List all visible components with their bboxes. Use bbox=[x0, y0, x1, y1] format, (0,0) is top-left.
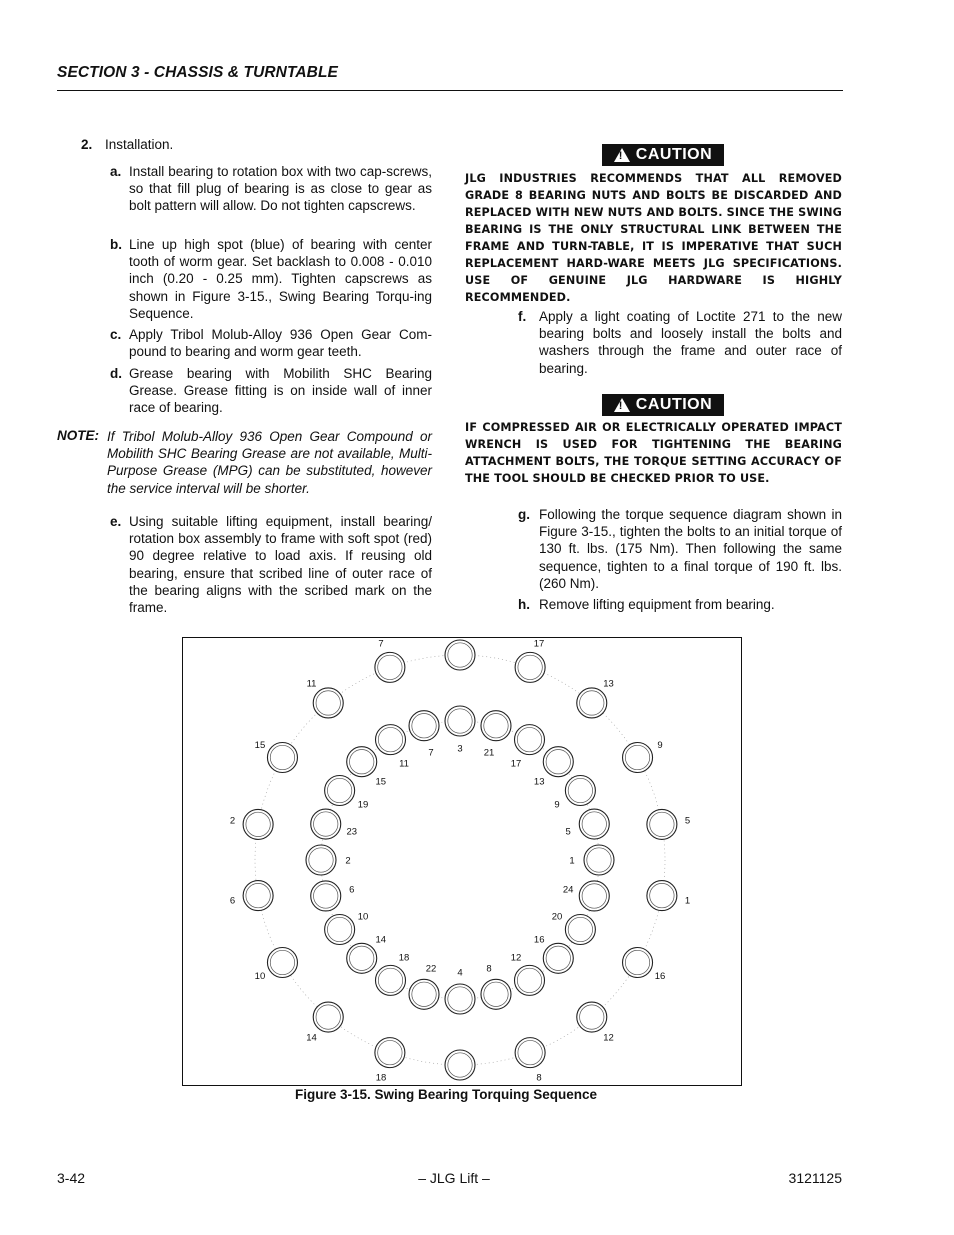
inner-bolt bbox=[584, 845, 614, 875]
outer-bolt bbox=[647, 881, 677, 911]
outer-bolt-number: 5 bbox=[684, 815, 691, 827]
inner-bolt bbox=[579, 881, 609, 911]
inner-bolt bbox=[347, 943, 377, 973]
inner-bolt bbox=[565, 915, 595, 945]
outer-bolt bbox=[243, 881, 273, 911]
item-b-text: Line up high spot (blue) of bearing with center tooth of worm gear. Set backlash to 0.008 - 0.010 inch (0.20 - 0.25 mm). Tighten capscrews as shown in Figure 3-15., Swing Bearing Torqu-ing Sequence. bbox=[129, 237, 432, 321]
outer-bolt bbox=[267, 743, 297, 773]
inner-bolt-number: 20 bbox=[551, 911, 563, 923]
inner-bolt bbox=[325, 776, 355, 806]
outer-bolt-number: 1 bbox=[684, 895, 691, 907]
section-title: SECTION 3 - CHASSIS & TURNTABLE bbox=[57, 64, 338, 81]
outer-bolt bbox=[313, 688, 343, 718]
inner-bolt-number: 1 bbox=[569, 855, 575, 867]
inner-bolt-number: 2 bbox=[345, 855, 351, 867]
inner-bolt-number: 19 bbox=[357, 799, 369, 811]
item-e-text: Using suitable lifting equipment, install bearing/ rotation box assembly to frame with soft spot (red) 90 degree relative to load axis. If reusing old bearing, ensure that scribed line of outer race of the bearing aligns with the scribed mark on the frame. bbox=[129, 514, 432, 616]
doc-number: 3121125 bbox=[788, 1170, 842, 1186]
figure-caption: Figure 3-15. Swing Bearing Torquing Sequence bbox=[294, 1087, 598, 1102]
inner-bolt bbox=[481, 711, 511, 741]
footer-center: – JLG Lift – bbox=[418, 1170, 490, 1186]
warning-triangle-icon: ! bbox=[614, 398, 630, 412]
inner-bolt-number: 12 bbox=[510, 952, 522, 964]
item-c-text: Apply Tribol Molub-Alloy 936 Open Gear Com-pound to bearing and worm gear teeth. bbox=[129, 327, 432, 360]
outer-bolt-number: 8 bbox=[536, 1072, 542, 1084]
inner-bolt-number: 10 bbox=[357, 911, 369, 923]
inner-bolt bbox=[306, 845, 336, 875]
inner-bolt-number: 15 bbox=[375, 776, 387, 788]
outer-bolt-number: 11 bbox=[306, 678, 317, 690]
inner-bolt-number: 17 bbox=[510, 758, 522, 770]
outer-bolt-number: 2 bbox=[229, 815, 236, 827]
inner-bolt bbox=[311, 809, 341, 839]
caution-label: CAUTION bbox=[635, 396, 713, 413]
note-label: NOTE: bbox=[57, 428, 99, 443]
inner-bolt bbox=[481, 979, 511, 1009]
inner-bolt-number: 23 bbox=[346, 826, 358, 838]
inner-bolt-number: 11 bbox=[399, 758, 409, 770]
inner-bolt-number: 13 bbox=[533, 776, 545, 788]
item-h-text: Remove lifting equipment from bearing. bbox=[539, 597, 775, 612]
step-number: 2. bbox=[81, 137, 93, 152]
item-a-text: Install bearing to rotation box with two cap-screws, so that fill plug of bearing is as close to gear as bolt pattern will allow. Do not tighten capscrews. bbox=[129, 164, 432, 214]
inner-bolt bbox=[543, 943, 573, 973]
outer-bolt bbox=[623, 743, 653, 773]
inner-bolt-number: 14 bbox=[375, 934, 387, 946]
inner-bolt bbox=[579, 809, 609, 839]
outer-bolt-number: 9 bbox=[657, 740, 663, 751]
figure-frame bbox=[182, 637, 742, 1086]
item-a-label: a. bbox=[110, 164, 122, 179]
outer-bolt-number: 15 bbox=[254, 740, 266, 751]
item-c-label: c. bbox=[110, 327, 122, 342]
outer-bolt bbox=[267, 948, 297, 978]
outer-bolt bbox=[375, 1038, 405, 1068]
outer-bolt bbox=[445, 1050, 475, 1080]
caution-banner-1 bbox=[602, 144, 724, 166]
inner-bolt-number: 3 bbox=[457, 743, 463, 755]
inner-bolt bbox=[445, 706, 475, 736]
inner-bolt bbox=[347, 747, 377, 777]
caution-1-text: JLG INDUSTRIES RECOMMENDS THAT ALL REMOVED GRADE 8 BEARING NUTS AND BOLTS BE DISCARDED AND REPLACED WITH NEW NUTS AND BOLTS. SINCE THE SWING BEARING IS THE ONLY STRUCTURAL LINK BETWEEN THE FRAME AND TURN-TABLE, IT IS IMPERATIVE THAT SUCH REPLACEMENT HARD-WARE MEETS JLG SPECIFICATIONS. USE OF GENUINE JLG HARDWARE IS HIGHLY RECOMMENDED. bbox=[465, 172, 842, 304]
outer-bolt-number: 12 bbox=[603, 1032, 614, 1044]
inner-bolt-number: 7 bbox=[428, 747, 434, 759]
item-f-text: Apply a light coating of Loctite 271 to the new bearing bolts and loosely install the bolts and washers through the frame and outer race of bearing. bbox=[539, 309, 842, 376]
section-header bbox=[57, 64, 843, 91]
outer-bolt bbox=[445, 640, 475, 670]
outer-bolt bbox=[375, 652, 405, 682]
outer-bolt-number: 17 bbox=[533, 638, 545, 650]
outer-bolt bbox=[647, 809, 677, 839]
caution-2-text: IF COMPRESSED AIR OR ELECTRICALLY OPERATED IMPACT WRENCH IS USED FOR TIGHTENING THE BEARING ATTACHMENT BOLTS, THE TORQUE SETTING ACCURACY OF THE TOOL SHOULD BE CHECKED PRIOR TO USE. bbox=[465, 421, 842, 485]
inner-bolt bbox=[376, 965, 406, 995]
warning-triangle-icon: ! bbox=[614, 148, 630, 162]
item-g-text: Following the torque sequence diagram shown in Figure 3-15., tighten the bolts to an initial torque of 130 ft. lbs. (175 Nm). Then following the same sequence, tighten to a final torque of 190 ft. lbs. (260 Nm). bbox=[539, 507, 842, 591]
inner-bolt bbox=[409, 711, 439, 741]
outer-bolt-number: 7 bbox=[378, 638, 384, 650]
inner-bolt-number: 16 bbox=[533, 934, 545, 946]
inner-bolt-number: 5 bbox=[565, 826, 571, 838]
inner-bolt-number: 18 bbox=[398, 952, 410, 964]
caution-banner-2 bbox=[602, 394, 724, 416]
outer-bolt bbox=[515, 1038, 545, 1068]
note-text: If Tribol Molub-Alloy 936 Open Gear Compound or Mobilith SHC Bearing Grease are not available, Multi-Purpose Grease (MPG) can be substituted, however the service interval will be shorter. bbox=[107, 429, 432, 496]
inner-bolt bbox=[543, 747, 573, 777]
inner-bolt bbox=[445, 984, 475, 1014]
inner-bolt bbox=[409, 979, 439, 1009]
inner-bolt bbox=[325, 915, 355, 945]
item-d-label: d. bbox=[110, 366, 122, 381]
item-d-text: Grease bearing with Mobilith SHC Bearing Grease. Grease fitting is on inside wall of inner race of bearing. bbox=[129, 366, 432, 416]
inner-bolt-number: 4 bbox=[457, 967, 463, 979]
inner-bolt-number: 24 bbox=[562, 884, 574, 896]
page-number: 3-42 bbox=[57, 1170, 86, 1186]
inner-bolt-number: 9 bbox=[554, 799, 560, 811]
inner-bolt bbox=[311, 881, 341, 911]
outer-bolt bbox=[623, 948, 653, 978]
inner-bolt bbox=[515, 965, 545, 995]
inner-bolt-number: 21 bbox=[483, 747, 495, 759]
outer-bolt bbox=[243, 809, 273, 839]
caution-label: CAUTION bbox=[635, 146, 713, 163]
outer-bolt-number: 18 bbox=[375, 1072, 387, 1084]
outer-bolt-number: 16 bbox=[654, 971, 666, 982]
outer-bolt bbox=[577, 688, 607, 718]
outer-bolt bbox=[577, 1002, 607, 1032]
inner-bolt bbox=[565, 776, 595, 806]
outer-bolt bbox=[515, 652, 545, 682]
outer-bolt-number: 14 bbox=[306, 1032, 317, 1044]
item-e-label: e. bbox=[110, 514, 122, 529]
inner-bolt bbox=[515, 725, 545, 755]
outer-bolt bbox=[313, 1002, 343, 1032]
inner-bolt bbox=[376, 725, 406, 755]
swing-bearing-diagram bbox=[183, 638, 741, 1085]
outer-bolt-number: 10 bbox=[254, 971, 266, 982]
item-f-label: f. bbox=[518, 309, 527, 324]
item-b-label: b. bbox=[110, 237, 122, 252]
step-title: Installation. bbox=[105, 137, 174, 152]
outer-bolt-number: 6 bbox=[229, 895, 236, 907]
inner-bolt-number: 22 bbox=[425, 963, 437, 975]
item-g-label: g. bbox=[518, 507, 530, 522]
inner-bolt-number: 8 bbox=[486, 963, 492, 975]
item-h-label: h. bbox=[518, 597, 530, 612]
inner-bolt-number: 6 bbox=[349, 884, 355, 896]
outer-bolt-number: 13 bbox=[603, 678, 614, 690]
